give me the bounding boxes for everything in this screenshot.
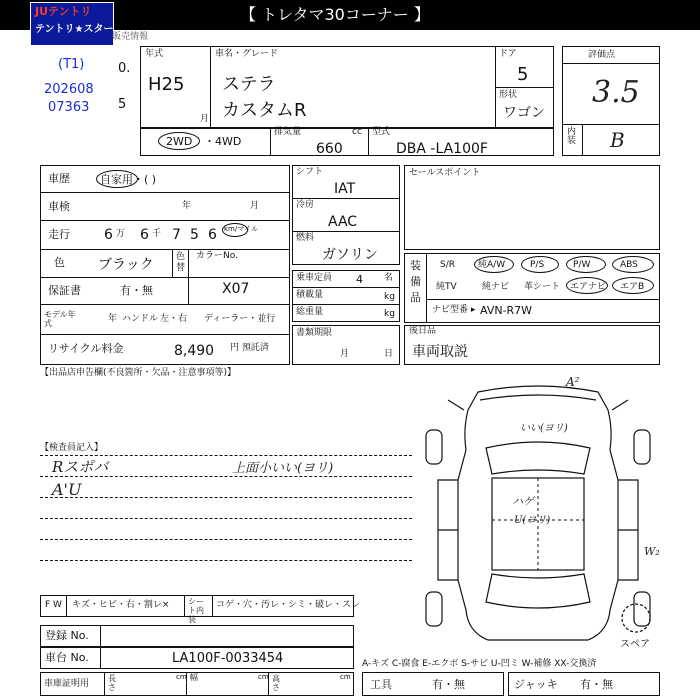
label-spare: スペア xyxy=(620,639,650,650)
vehicle-ac: AAC xyxy=(328,214,358,230)
label-shorui-nichi: 日 xyxy=(384,349,394,359)
label-recycle: リサイクル料金 xyxy=(48,342,124,355)
label-handle-opts: 左・右 xyxy=(160,314,188,324)
label-touroku: 登録 No. xyxy=(45,629,89,642)
side-digit-2: 5 xyxy=(118,97,127,112)
label-cm-2: cm xyxy=(258,673,269,681)
equip-pw: P/W xyxy=(573,260,591,270)
label-shadai: 車台 No. xyxy=(45,651,89,664)
label-model-year: モデル年式 xyxy=(44,310,76,328)
label-mei: 名 xyxy=(384,273,394,283)
equip-sr: S/R xyxy=(440,260,455,270)
label-sen: 千 xyxy=(152,229,162,239)
vehicle-later-item: 車両取説 xyxy=(412,344,468,360)
label-cm-1: cm xyxy=(176,673,187,681)
diagram-mark-hage: ハゲ xyxy=(512,495,534,508)
equip-navi: 純ナビ xyxy=(482,282,510,292)
vehicle-recycle-fee: 8,490 xyxy=(174,343,215,359)
equip-aw: 純A/W xyxy=(478,260,506,270)
equip-airbag: エアB xyxy=(620,282,645,292)
partial-text: 販売情報 xyxy=(112,32,149,42)
label-door: ドア xyxy=(499,49,517,59)
label-taka: 高さ xyxy=(272,674,280,692)
label-model-nen: 年 xyxy=(108,314,118,324)
inspector-note-1: Rスポバ xyxy=(52,458,109,476)
label-teiin: 乗車定員 xyxy=(296,273,333,283)
vehicle-body: ワゴン xyxy=(503,105,545,121)
label-hoshousho: 保証書 xyxy=(48,284,81,297)
mileage-digit-5: 6 xyxy=(208,227,217,243)
vehicle-capacity: 4 xyxy=(356,273,363,286)
label-fw: F W xyxy=(45,600,62,610)
vehicle-color-code: X07 xyxy=(222,281,250,297)
equip-abs: ABS xyxy=(620,260,638,270)
inspector-note-3: 上面小いい(ヨリ) xyxy=(232,461,334,476)
mileage-digit-3: 7 xyxy=(172,227,181,243)
label-keijo: 形状 xyxy=(499,90,518,100)
logo-bottom-text: テントリ★スター xyxy=(35,24,114,35)
label-kg-1: kg xyxy=(384,292,395,302)
mileage-digit-1: 6 xyxy=(104,227,113,243)
drive-4wd: ・4WD xyxy=(204,135,242,148)
drive-2wd: 2WD xyxy=(166,135,193,148)
diagram-mark-u: U(ヨリ) xyxy=(514,515,551,526)
inspector-note-2: A'U xyxy=(52,480,82,499)
diagram-mark-w2: W₂ xyxy=(644,545,660,558)
label-cc: cc xyxy=(352,127,362,137)
diagram-mark-a2: A² xyxy=(566,375,580,389)
label-seat-opts: コゲ・穴・汚レ・シミ・破レ・スレ xyxy=(216,600,361,610)
label-haba: 幅 xyxy=(190,673,198,682)
jack-ari-nashi: 有・無 xyxy=(580,678,613,691)
vehicle-year: H25 xyxy=(148,74,185,95)
vehicle-score: 3.5 xyxy=(592,75,640,110)
label-nenryo: 燃料 xyxy=(296,233,315,243)
equip-leather: 革シート xyxy=(524,282,561,292)
label-kg-2: kg xyxy=(384,309,395,319)
vehicle-warranty: 有・無 xyxy=(120,284,153,297)
label-year-month: 月 xyxy=(200,114,210,124)
vehicle-displacement: 660 xyxy=(316,141,343,157)
label-kougu: 工具 xyxy=(370,678,392,691)
equip-ps: P/S xyxy=(530,260,545,270)
label-naisou: 内装 xyxy=(567,127,577,146)
label-handle: ハンドル xyxy=(122,314,159,324)
label-fw-opts: キズ・ヒビ・右・割レ× xyxy=(72,600,170,610)
damage-legend: A-キズ C-腐食 E-エクボ S-サビ U-凹ミ W-補修 XX-交換済 xyxy=(362,659,597,669)
label-km-mile: km/マイル xyxy=(224,225,259,233)
label-shift: シフト xyxy=(296,167,324,177)
label-soubi: 装備品 xyxy=(410,259,421,304)
logo-top-text: JUテントリ xyxy=(35,5,92,18)
label-kouki: 後日品 xyxy=(409,326,437,336)
label-shomeisho: 車庫証明用 xyxy=(44,679,90,689)
label-shorui: 書類期限 xyxy=(296,328,333,338)
label-sojuryo: 総重量 xyxy=(296,307,324,317)
label-katashiki: 型式 xyxy=(372,127,391,137)
tools-ari-nashi: 有・無 xyxy=(432,678,465,691)
drive-row xyxy=(140,128,554,156)
vehicle-history: 自家用・( ) xyxy=(100,173,157,186)
vehicle-model-code: DBA -LA100F xyxy=(396,141,488,157)
label-meigara: 車名・グレード xyxy=(215,49,279,59)
label-kensa: 【検査員記入】 xyxy=(40,443,104,453)
vehicle-interior: B xyxy=(610,128,625,152)
vehicle-doors: 5 xyxy=(517,64,529,85)
label-seat: シート内装 xyxy=(188,597,204,624)
lot-line-2: 07363 xyxy=(48,100,90,115)
equip-air-navi: エアナビ xyxy=(570,282,607,292)
vehicle-chassis-no: LA100F-0033454 xyxy=(172,651,284,666)
label-sekisai: 積載量 xyxy=(296,290,324,300)
label-hyoka: 評価点 xyxy=(588,50,616,60)
label-reibou: 冷房 xyxy=(296,200,315,210)
label-soukou: 走行 xyxy=(48,228,70,241)
label-shaken: 車検 xyxy=(48,200,70,213)
mileage-digit-4: 5 xyxy=(190,227,199,243)
label-shareki: 車歴 xyxy=(48,172,70,185)
doc-code: (T1) xyxy=(58,57,85,72)
vehicle-color: ブラック xyxy=(98,257,154,273)
label-shuppin: 【出品店申告欄(不良箇所・欠品・注意事項等)】 xyxy=(40,368,237,378)
side-digit-1: 0. xyxy=(118,61,131,76)
mileage-digit-2: 6 xyxy=(140,227,149,243)
vehicle-shift: IAT xyxy=(334,181,356,197)
corner-title: 【 トレタマ30コーナー 】 xyxy=(240,5,430,24)
vehicle-grade: カスタムR xyxy=(222,100,307,121)
label-dealer: ディーラー・並行 xyxy=(204,314,276,324)
label-color-no: カラーNo. xyxy=(196,251,238,261)
vehicle-navi-model: AVN-R7W xyxy=(480,304,533,317)
label-jack: ジャッキ xyxy=(514,678,558,691)
label-cm-3: cm xyxy=(340,673,351,681)
label-nenshiki: 年式 xyxy=(145,49,164,59)
label-navi: ナビ型番 ▸ xyxy=(432,305,476,315)
equip-tv: 純TV xyxy=(436,282,457,292)
label-haikiryo: 排気量 xyxy=(274,127,302,137)
logo xyxy=(30,2,114,46)
label-shaken-nen: 年 xyxy=(182,201,192,211)
lot-line-1: 202608 xyxy=(44,82,94,97)
label-irogae: 色替 xyxy=(176,252,186,273)
label-sales-point: セールスポイント xyxy=(409,168,481,178)
label-recycle-unit: 円 預託済 xyxy=(230,343,269,353)
vehicle-name: ステラ xyxy=(222,74,276,95)
label-shaken-getsu: 月 xyxy=(250,201,260,211)
label-shorui-getsu: 月 xyxy=(340,349,350,359)
label-iro: 色 xyxy=(54,256,65,269)
label-naga: 長さ xyxy=(108,674,116,692)
diagram-mark-ii: いい(ヨリ) xyxy=(520,423,568,434)
label-man: 万 xyxy=(116,229,126,239)
vehicle-fuel: ガソリン xyxy=(322,247,378,263)
